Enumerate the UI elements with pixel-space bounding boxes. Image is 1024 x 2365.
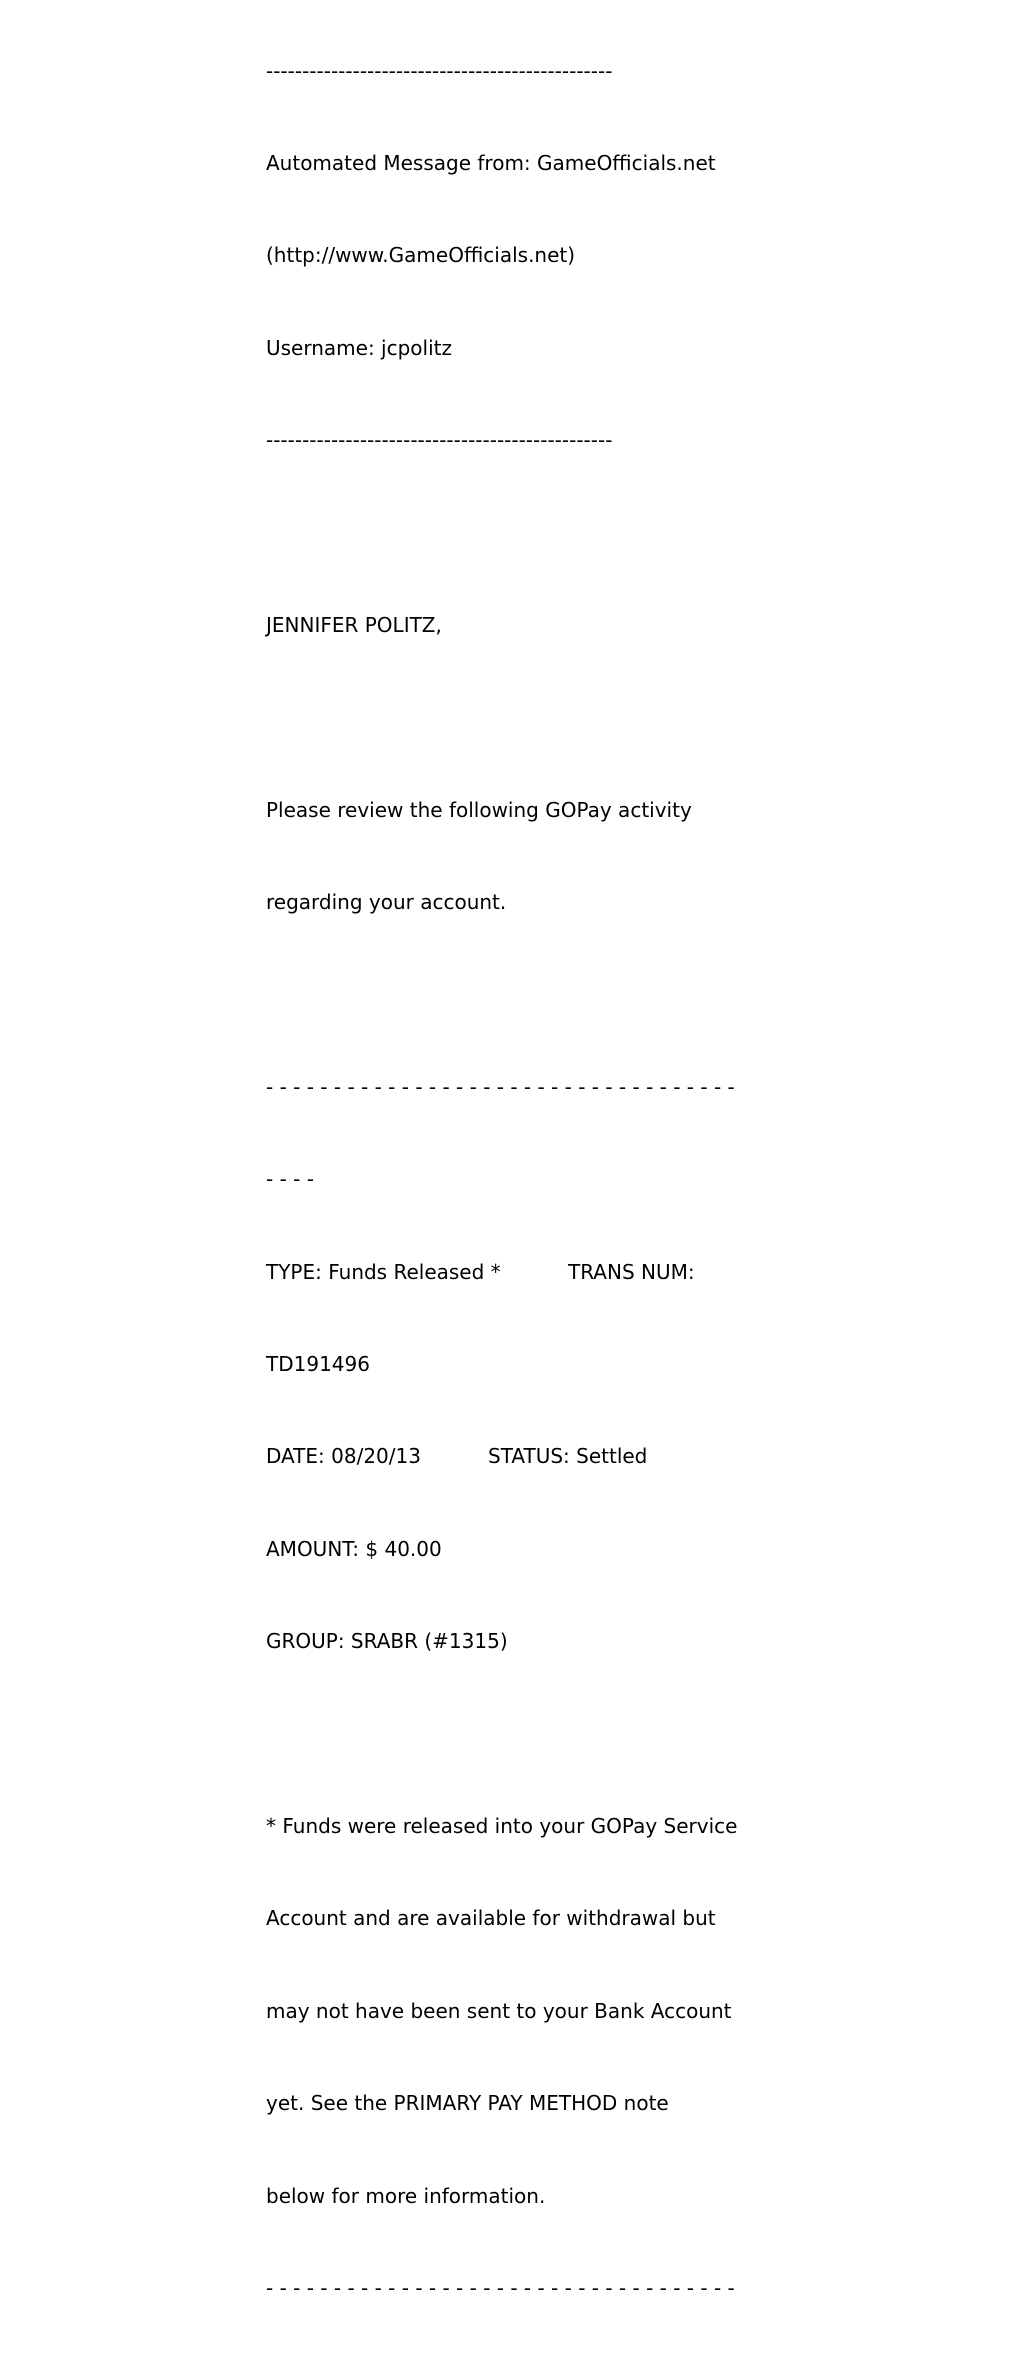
note-line-4: yet. See the PRIMARY PAY METHOD note xyxy=(266,2091,669,2116)
blank-line xyxy=(266,1719,766,1750)
amount-field: AMOUNT: $ 40.00 xyxy=(266,1536,442,1561)
status-field: STATUS: Settled xyxy=(488,1444,648,1469)
dash-separator-1-wrap: - - - - xyxy=(266,1167,314,1192)
date-field: DATE: 08/20/13 xyxy=(266,1444,421,1469)
trans-num-label: TRANS NUM: xyxy=(568,1259,695,1284)
blank-line xyxy=(266,518,766,549)
dash-separator-2: - - - - - - - - - - - - - - - - - - - - - - - - - - - - - - - - - - - xyxy=(266,2275,735,2300)
dash-separator-1: - - - - - - - - - - - - - - - - - - - - - - - - - - - - - - - - - - - xyxy=(266,1074,735,1099)
type-field: TYPE: Funds Released * xyxy=(266,1259,501,1284)
separator-top: ------------------------------------------------ xyxy=(266,58,613,83)
trans-num-value: TD191496 xyxy=(266,1352,370,1377)
note-line-2: Account and are available for withdrawal but xyxy=(266,1906,716,1931)
blank-line xyxy=(266,702,766,733)
blank-line xyxy=(266,980,766,1011)
intro-line-2: regarding your account. xyxy=(266,890,507,915)
username-line: Username: jcpolitz xyxy=(266,335,452,360)
note-line-5: below for more information. xyxy=(266,2183,546,2208)
email-body xyxy=(266,0,766,2365)
automated-message-line: Automated Message from: GameOfficials.net xyxy=(266,150,716,175)
date-row xyxy=(266,1441,766,1472)
note-line-1: * Funds were released into your GOPay Service xyxy=(266,1814,738,1839)
note-line-3: may not have been sent to your Bank Account xyxy=(266,1998,732,2023)
intro-line-1: Please review the following GOPay activity xyxy=(266,797,692,822)
type-row xyxy=(266,1257,766,1288)
url-line: (http://www.GameOfficials.net) xyxy=(266,243,576,268)
separator-header-end: ------------------------------------------------ xyxy=(266,428,613,453)
group-field: GROUP: SRABR (#1315) xyxy=(266,1629,508,1654)
salutation: JENNIFER POLITZ, xyxy=(266,612,442,637)
